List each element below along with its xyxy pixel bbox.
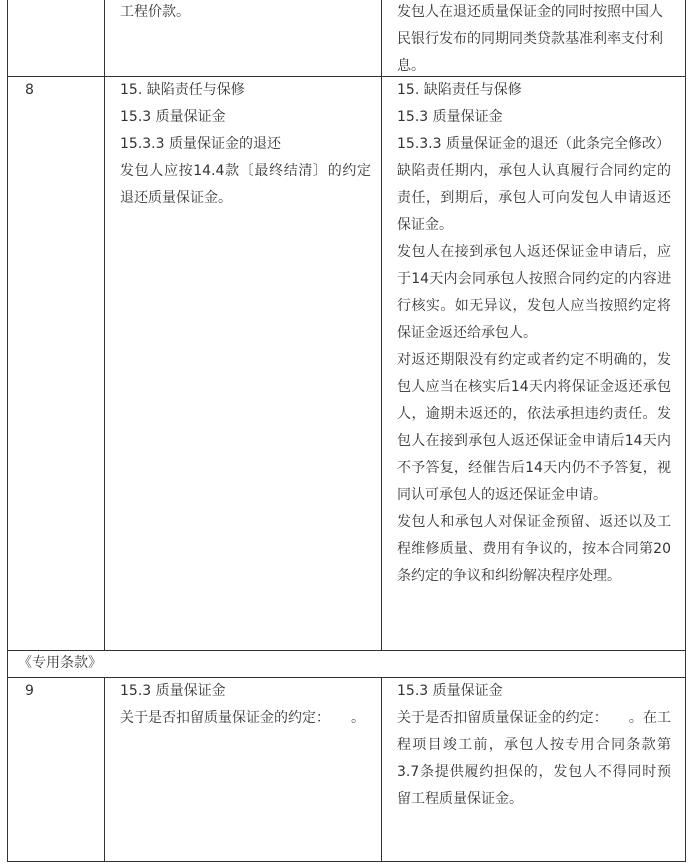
paragraph: 15.3 质量保证金: [120, 109, 226, 125]
column-divider-2: [381, 0, 382, 650]
paragraph: 对返还期限没有约定或者约定不明确的，发包人应当在核实后14天内将保证金返还承包人，逾期未返还的，依法承担违约责任。发包人在接到承包人返还保证金申请后14天内不予答复，经催告后14天内仍不予答复，视同认可承包人的返还保证金申请。: [397, 352, 671, 503]
paragraph: 关于是否扣留质量保证金的约定： 。在工程项目竣工前，承包人按专用合同条款第3.7条提供履约担保的，发包人不得同时预留工程质量保证金。: [397, 710, 671, 807]
paragraph: 15.3.3 质量保证金的退还（此条完全修改）: [397, 136, 670, 152]
top-right-cell: [397, 0, 671, 80]
paragraph: 15.3 质量保证金: [397, 683, 503, 699]
paragraph: 15. 缺陷责任与保修: [397, 82, 522, 98]
paragraph: 发包人在接到承包人返还保证金申请后，应于14天内会同承包人按照合同约定的内容进行核实。如无异议，发包人应当按照约定将保证金返还给承包人。: [397, 244, 671, 341]
table-border-right: [685, 0, 686, 862]
top-left-cell: [120, 0, 370, 26]
paragraph: 15.3 质量保证金: [120, 683, 226, 699]
paragraph: 工程价款。: [120, 4, 190, 20]
row8-right-cell: [397, 77, 671, 590]
paragraph: 关于是否扣留质量保证金的约定： 。: [120, 710, 365, 726]
table-border-left: [7, 0, 8, 862]
row9-right-cell: [397, 678, 671, 813]
row-divider: [7, 650, 686, 651]
paragraph: 缺陷责任期内，承包人认真履行合同约定的责任，到期后，承包人可向发包人申请返还保证金。: [397, 163, 671, 233]
paragraph: 发包人和承包人对保证金预留、返还以及工程维修质量、费用有争议的，按本合同第20条约定的争议和纠纷解决程序处理。: [397, 514, 671, 584]
row8-left-cell: [120, 77, 371, 212]
row-number: 9: [25, 683, 34, 699]
column-divider-1: [104, 677, 105, 862]
section-title: 《专用条款》: [18, 655, 102, 671]
paragraph: 发包人在退还质量保证金的同时按照中国人民银行发布的同期同类贷款基准利率支付利息。: [397, 4, 663, 74]
paragraph: 15. 缺陷责任与保修: [120, 82, 245, 98]
table-border-bottom: [7, 861, 686, 862]
paragraph: 15.3 质量保证金: [397, 109, 503, 125]
paragraph: 发包人应按14.4款〔最终结清〕的约定退还质量保证金。: [120, 163, 371, 206]
row-number: 8: [25, 82, 34, 98]
column-divider-2: [381, 677, 382, 862]
column-divider-1: [104, 0, 105, 650]
paragraph: 15.3.3 质量保证金的退还: [120, 136, 281, 152]
row9-left-cell: [120, 678, 371, 732]
